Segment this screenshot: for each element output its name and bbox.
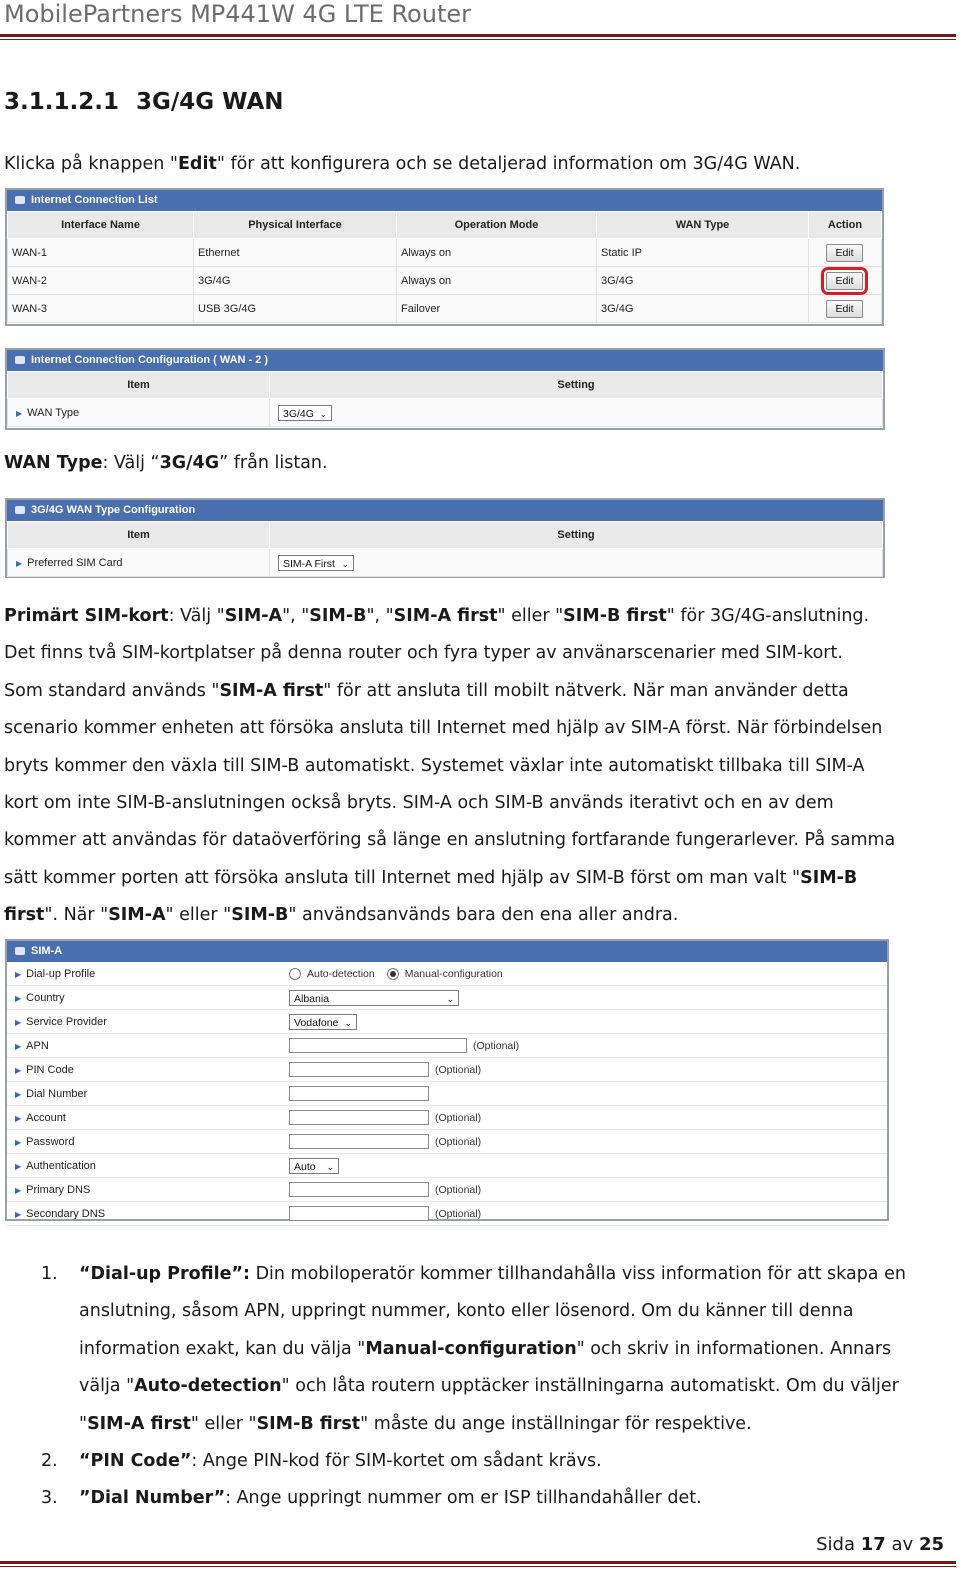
arrow-icon: ▶ — [15, 1089, 22, 1099]
label-text: PIN Code — [26, 1063, 74, 1076]
sim-row — [7, 986, 887, 1010]
sim-row-value — [277, 1206, 887, 1221]
wan-type: Static IP — [597, 239, 809, 267]
bold-text: “Dial-up Profile”: — [79, 1264, 250, 1284]
optional-note: (Optional) — [435, 1111, 482, 1124]
select-dropdown[interactable] — [289, 990, 459, 1006]
sim-row — [7, 1082, 887, 1106]
intro-paragraph — [4, 154, 800, 174]
sim-row — [7, 1106, 887, 1130]
bold-text: SIM-B — [231, 905, 289, 926]
setting-cell — [270, 549, 883, 577]
label-text: Account — [26, 1111, 66, 1124]
page-current: 17 — [860, 1534, 886, 1555]
chevron-down-icon: ⌄ — [446, 993, 454, 1004]
text-run: : Ange PIN-kod för SIM-kortet om sådant krävs. — [191, 1451, 602, 1472]
bold-text: SIM-B — [309, 606, 367, 626]
bold-text: SIM-B — [800, 867, 858, 888]
sim-row-label — [7, 1064, 277, 1076]
interface-name: WAN-2 — [8, 267, 194, 295]
optional-note: (Optional) — [435, 1135, 482, 1148]
note-text: : Välj “ — [102, 453, 160, 473]
body-line: scenario kommer enheten att försöka ansluta till Internet med hjälp av SIM-A först. När förbindelsen — [4, 718, 883, 739]
label-text: Country — [26, 991, 65, 1004]
sim-row-label — [7, 1136, 277, 1148]
text-run: information exakt, kan du välja " — [79, 1338, 366, 1359]
preferred-sim-label: Preferred SIM Card — [27, 556, 123, 569]
sim-row-label — [7, 1112, 277, 1124]
text-run: sätt kommer porten att försöka ansluta till Internet med hjälp av SIM-B först om man valt " — [4, 867, 801, 888]
radio-label: Auto-detection — [307, 967, 375, 980]
sim-row-value — [277, 1158, 887, 1174]
bold-text: Auto-detection — [134, 1376, 282, 1397]
text-run: " eller " — [190, 1413, 257, 1434]
text-run: : Ange uppringt nummer om er ISP tillhandahåller det. — [225, 1488, 702, 1509]
list-item — [0, 1443, 906, 1480]
operation-mode: Always on — [397, 267, 597, 295]
note-bold: 3G/4G — [159, 453, 220, 473]
preferred-sim-value: SIM-A First — [283, 557, 335, 570]
body-line: bryts kommer den växla till SIM-B automatiskt. Systemet växlar inte automatiskt tillbaka till SIM-A — [4, 755, 865, 776]
sim-row-value — [277, 968, 887, 980]
body-line: kort om inte SIM-B-anslutningen också bryts. SIM-A och SIM-B används iterativt och en av dem — [4, 793, 834, 814]
wan-type-config-panel — [5, 498, 885, 578]
sim-row-label — [7, 1016, 277, 1028]
bold-text: Primärt SIM-kort — [4, 606, 169, 626]
list-line — [79, 1331, 906, 1368]
label-text: Authentication — [26, 1159, 96, 1172]
label-text: Dial Number — [26, 1087, 88, 1100]
physical-interface: Ethernet — [194, 239, 397, 267]
footer-rule — [0, 1561, 956, 1564]
connection-config-panel — [5, 348, 885, 430]
list-line — [79, 1443, 906, 1480]
table-row — [8, 295, 882, 323]
body-line — [4, 673, 895, 710]
col-header: Action — [809, 212, 882, 239]
wan-type-note — [4, 453, 328, 473]
edit-button-wan-3[interactable]: Edit — [826, 300, 862, 318]
table-row — [8, 399, 883, 427]
sim-row-value — [277, 1086, 887, 1101]
bold-text: SIM-B first — [563, 606, 667, 626]
arrow-icon: ▶ — [15, 1041, 22, 1051]
preferred-sim-select[interactable] — [278, 555, 354, 571]
sim-row — [7, 1202, 887, 1226]
select-dropdown[interactable] — [289, 1158, 339, 1174]
arrow-icon: ▶ — [15, 1209, 22, 1219]
text-run: " — [79, 1413, 88, 1434]
text-input[interactable] — [289, 1062, 429, 1077]
optional-note: (Optional) — [473, 1039, 520, 1052]
text-input[interactable] — [289, 1134, 429, 1149]
wan-type: 3G/4G — [597, 295, 809, 323]
bold-text: SIM-A — [108, 905, 166, 926]
text-input[interactable] — [289, 1110, 429, 1125]
body-line — [4, 897, 895, 934]
sim-row — [7, 1010, 887, 1034]
sim-row — [7, 962, 887, 986]
col-header: Setting — [270, 522, 883, 549]
intro-text-end: " för att konfigurera och se detaljerad information om 3G/4G WAN. — [216, 154, 801, 174]
sim-a-panel — [5, 939, 889, 1221]
sim-row-label — [7, 968, 277, 980]
document-header-title: MobilePartners MP441W 4G LTE Router — [4, 0, 471, 28]
connection-list-table — [7, 211, 882, 323]
label-text: Primary DNS — [26, 1183, 91, 1196]
operation-mode: Failover — [397, 295, 597, 323]
action-cell — [809, 267, 882, 295]
label-text: APN — [26, 1039, 49, 1052]
bold-text: SIM-B first — [256, 1413, 361, 1434]
text-run: välja " — [79, 1376, 135, 1397]
wan-type-select-value: 3G/4G — [283, 407, 314, 420]
select-value: Vodafone — [294, 1016, 339, 1029]
setting-cell — [270, 399, 883, 427]
connection-config-title: Internet Connection Configuration ( WAN - 2 ) — [7, 350, 883, 371]
arrow-icon: ▶ — [15, 969, 22, 979]
radio-button[interactable] — [387, 968, 399, 980]
arrow-icon: ▶ — [15, 1185, 22, 1195]
list-number: 3. — [41, 1488, 58, 1509]
bold-text: “PIN Code” — [79, 1451, 192, 1472]
interface-name: WAN-1 — [8, 239, 194, 267]
sim-row — [7, 1130, 887, 1154]
col-header: Setting — [270, 372, 883, 399]
wan-type-config-title: 3G/4G WAN Type Configuration — [7, 500, 883, 521]
chevron-down-icon: ⌄ — [344, 1017, 352, 1028]
label-text: Service Provider — [26, 1015, 107, 1028]
optional-note: (Optional) — [435, 1207, 482, 1220]
header-rule-thin — [0, 39, 956, 40]
sim-row-label — [7, 1208, 277, 1220]
text-run: ", " — [366, 606, 394, 626]
page-of: av — [885, 1534, 919, 1555]
text-input[interactable] — [289, 1206, 429, 1221]
text-input[interactable] — [289, 1182, 429, 1197]
edit-button-wan-1[interactable]: Edit — [826, 244, 862, 262]
text-run: Som standard används " — [4, 680, 220, 701]
list-line — [79, 1480, 906, 1517]
table-row — [8, 239, 882, 267]
item-cell — [8, 399, 270, 427]
label-text: Dial-up Profile — [26, 967, 96, 980]
physical-interface: 3G/4G — [194, 267, 397, 295]
body-line: kommer att användas för dataöverföring så länge en anslutning fortfarande fungerarlever. På samma — [4, 830, 896, 851]
radio-button[interactable] — [289, 968, 301, 980]
col-header: Physical Interface — [194, 212, 397, 239]
connection-list-title: Internet Connection List — [7, 190, 882, 211]
text-run: " för att ansluta till mobilt nätverk. När man använder detta — [323, 680, 849, 701]
wan-type-select[interactable] — [278, 405, 332, 421]
text-run: " och låta routern upptäcker inställningarna automatiskt. Om du väljer — [281, 1376, 899, 1397]
radio-label: Manual-configuration — [404, 967, 503, 980]
sim-row — [7, 1154, 887, 1178]
text-run: " eller " — [165, 905, 232, 926]
col-header: Operation Mode — [397, 212, 597, 239]
connection-list-panel — [5, 188, 884, 326]
sim-row-value — [277, 1014, 887, 1030]
operation-mode: Always on — [397, 239, 597, 267]
select-value: Albania — [294, 992, 330, 1005]
footer-rule-thin — [0, 1566, 956, 1567]
label-text: Secondary DNS — [26, 1207, 106, 1220]
sim-row-value — [277, 1110, 887, 1125]
list-item — [0, 1480, 906, 1517]
sim-row-value — [277, 1134, 887, 1149]
sim-a-rows — [7, 962, 887, 1226]
label-text: Password — [26, 1135, 75, 1148]
body-line: Det finns två SIM-kortplatser på denna router och fyra typer av använarscenarier med SIM-kort. — [4, 643, 843, 664]
arrow-icon: ▶ — [15, 1017, 22, 1027]
col-header: WAN Type — [597, 212, 809, 239]
sim-row-label — [7, 1184, 277, 1196]
col-header: Item — [8, 522, 270, 549]
body-line — [4, 860, 895, 897]
wan-type-config-table — [7, 521, 883, 577]
table-row — [8, 267, 882, 295]
text-run: " måste du ange inställningar för respektive. — [360, 1413, 752, 1434]
action-cell — [809, 295, 882, 323]
select-dropdown[interactable] — [289, 1014, 357, 1030]
sim-a-title: SIM-A — [7, 941, 887, 962]
arrow-icon: ▶ — [15, 1161, 22, 1171]
text-run: " användsanvänds bara den ena aller andra. — [288, 905, 679, 926]
optional-note: (Optional) — [435, 1063, 482, 1076]
list-line — [79, 1368, 906, 1405]
page-number — [816, 1534, 944, 1555]
body-line — [4, 598, 895, 635]
text-run: ", " — [282, 606, 310, 626]
physical-interface: USB 3G/4G — [194, 295, 397, 323]
page-total: 25 — [918, 1534, 944, 1555]
arrow-icon: ▶ — [15, 1113, 22, 1123]
note-bold: WAN Type — [4, 453, 103, 473]
page-label: Sida — [816, 1534, 861, 1555]
list-number: 1. — [41, 1264, 58, 1284]
text-run: ". När " — [44, 905, 109, 926]
sim-row-label — [7, 992, 277, 1004]
numbered-list — [0, 1256, 906, 1518]
section-heading — [4, 89, 284, 115]
text-run: " och skriv in informationen. Annars — [576, 1338, 892, 1359]
bold-text: first — [4, 905, 45, 926]
wan-type: 3G/4G — [597, 267, 809, 295]
list-line — [79, 1293, 906, 1330]
sim-row-value — [277, 1038, 887, 1053]
arrow-icon: ▶ — [16, 558, 23, 568]
edit-button-wan-2[interactable]: Edit — [826, 272, 862, 290]
arrow-icon: ▶ — [15, 1137, 22, 1147]
wan-type-label: WAN Type — [27, 406, 80, 419]
chevron-down-icon: ⌄ — [341, 558, 349, 569]
bold-text: SIM-A — [224, 606, 283, 626]
sim-row — [7, 1058, 887, 1082]
list-item — [0, 1256, 906, 1443]
bold-text: ”Dial Number” — [79, 1488, 226, 1509]
bold-text: SIM-A first — [87, 1413, 191, 1434]
connection-config-table — [7, 371, 883, 427]
bold-text: Manual-configuration — [365, 1338, 577, 1359]
item-cell — [8, 549, 270, 577]
sim-row-value — [277, 1062, 887, 1077]
sim-row — [7, 1178, 887, 1202]
sim-row-label — [7, 1088, 277, 1100]
chevron-down-icon: ⌄ — [319, 408, 327, 419]
chevron-down-icon: ⌄ — [326, 1161, 334, 1172]
text-run: " eller " — [497, 606, 564, 626]
bold-text: SIM-A first — [393, 606, 498, 626]
sim-row-value — [277, 990, 887, 1006]
text-run: : Välj " — [168, 606, 225, 626]
table-row — [8, 549, 883, 577]
note-text: ” från listan. — [219, 453, 328, 473]
intro-bold: Edit — [177, 154, 217, 174]
sim-body-paragraph — [4, 598, 895, 935]
section-title: 3G/4G WAN — [136, 89, 284, 115]
select-value: Auto — [294, 1160, 316, 1173]
text-input[interactable] — [289, 1086, 429, 1101]
col-header: Item — [8, 372, 270, 399]
arrow-icon: ▶ — [15, 993, 22, 1003]
sim-row-label — [7, 1040, 277, 1052]
section-number: 3.1.1.2.1 — [4, 89, 119, 115]
intro-text: Klicka på knappen " — [4, 154, 178, 174]
header-rule — [0, 34, 956, 37]
list-line — [79, 1406, 906, 1443]
text-run: anslutning, såsom APN, uppringt nummer, konto eller lösenord. Om du känner till denna — [79, 1301, 854, 1322]
list-number: 2. — [41, 1451, 58, 1472]
arrow-icon: ▶ — [15, 1065, 22, 1075]
sim-row — [7, 1034, 887, 1058]
bold-text: SIM-A first — [219, 680, 324, 701]
sim-row-value — [277, 1182, 887, 1197]
interface-name: WAN-3 — [8, 295, 194, 323]
action-cell — [809, 239, 882, 267]
sim-row-label — [7, 1160, 277, 1172]
text-run: " för 3G/4G-anslutning. — [666, 606, 870, 626]
arrow-icon: ▶ — [16, 408, 23, 418]
optional-note: (Optional) — [435, 1183, 482, 1196]
text-input[interactable] — [289, 1038, 467, 1053]
col-header: Interface Name — [8, 212, 194, 239]
list-line — [79, 1256, 906, 1293]
text-run: Din mobiloperatör kommer tillhandahålla viss information för att skapa en — [250, 1264, 906, 1284]
